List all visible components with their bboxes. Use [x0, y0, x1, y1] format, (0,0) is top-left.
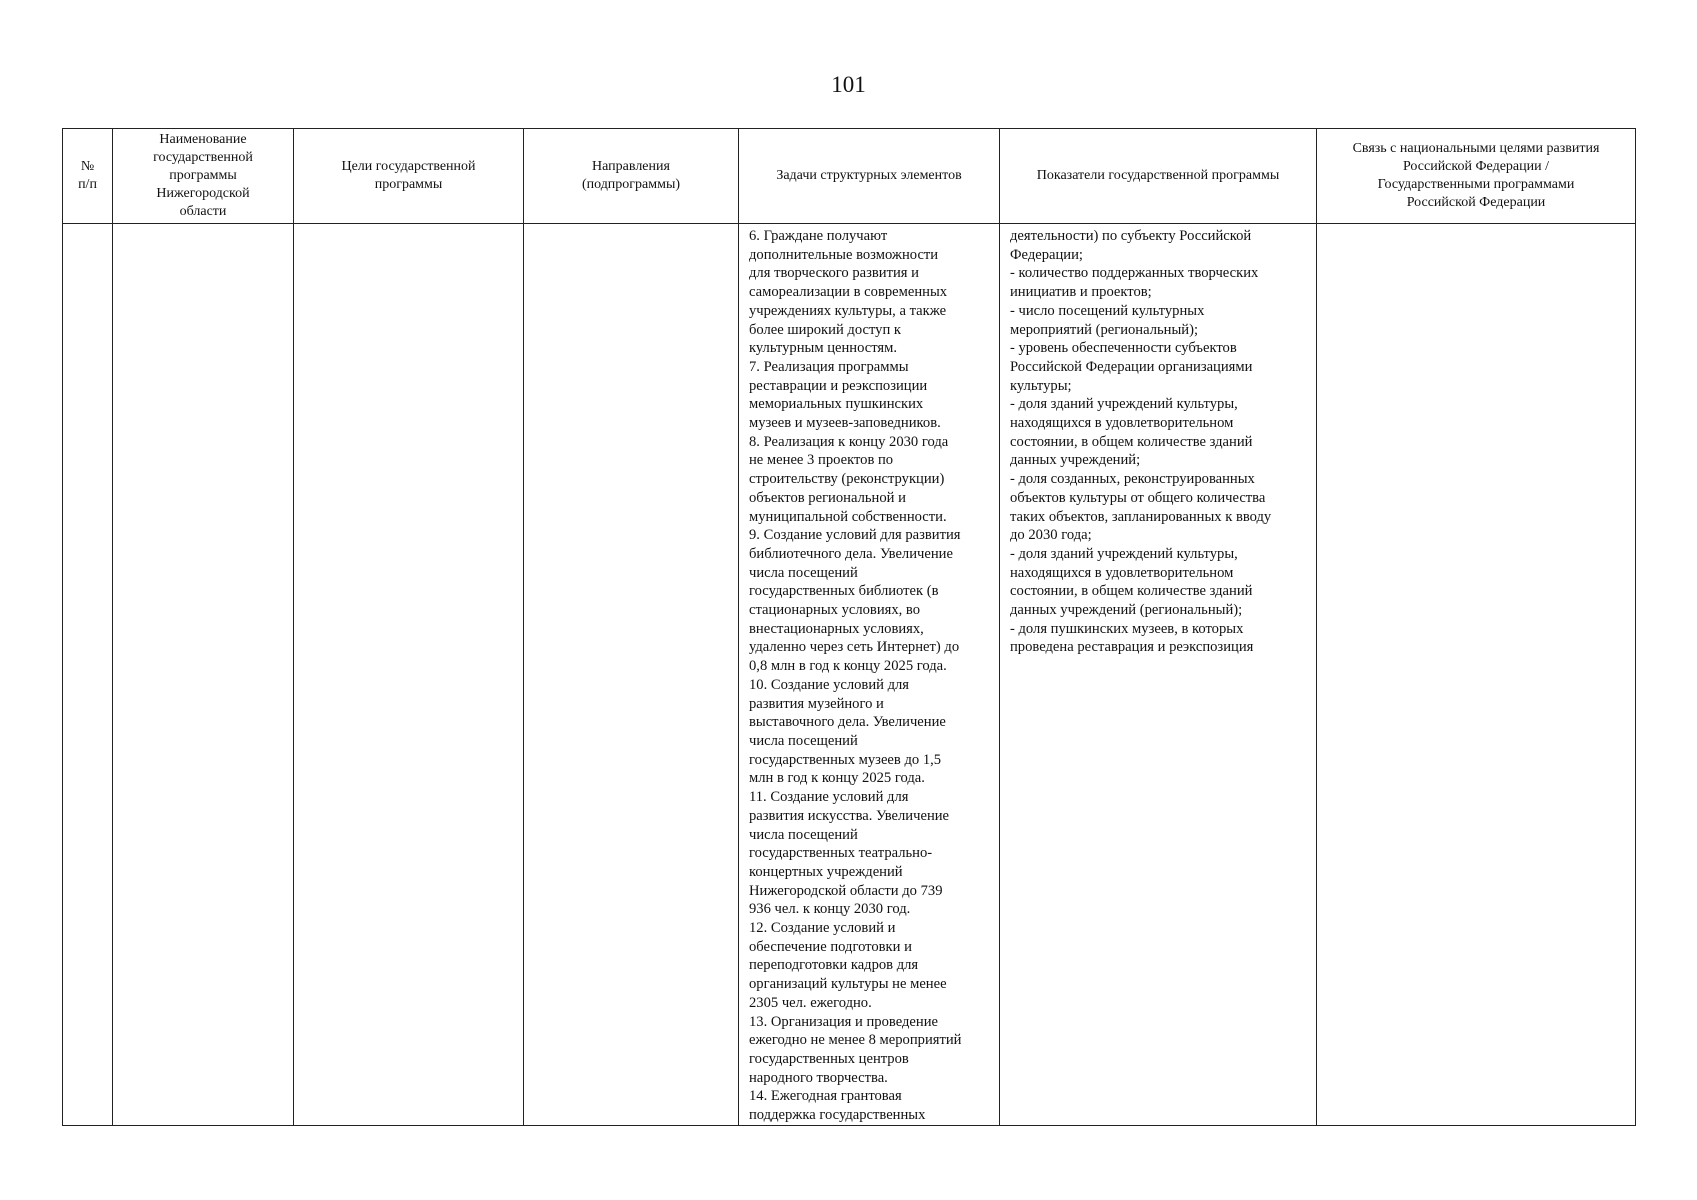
cell-number — [63, 224, 113, 1126]
cell-national-goals — [1317, 224, 1636, 1126]
page-number: 101 — [831, 72, 866, 97]
header-indicators: Показатели государственной программы — [1000, 129, 1317, 224]
header-goals: Цели государственной программы — [294, 129, 524, 224]
header-number: № п/п — [63, 129, 113, 224]
table-row — [63, 224, 1636, 1126]
cell-tasks: 6. Граждане получают дополнительные возможности для творческого развития и самореализации в современных учреждениях культуры, а также более широкий доступ к культурным ценностям. 7. Реализация программы реставрации и реэкспозиции мемориальных пушкинских музеев и музеев-заповедников. 8. Реализация к концу 2030 года не менее 3 проектов по строительству (реконструкции) объектов региональной и муниципальной собственности. 9. Создание условий для развития библиотечного дела. Увеличение числа посещений государственных библиотек (в стационарных условиях, во внестационарных условиях, удаленно через сеть Интернет) до 0,8 млн в год к концу 2025 года. 10. Создание условий для развития музейного и выставочного дела. Увеличение числа посещений государственных музеев до 1,5 млн в год к концу 2025 года. 11. Создание условий для развития искусства. Увеличение числа посещений государственных театрально- концертных учреждений Нижегородской области до 739 936 чел. к концу 2030 год. 12. Создание условий и обеспечение подготовки и переподготовки кадров для организаций культуры не менее 2305 чел. ежегодно. 13. Организация и проведение ежегодно не менее 8 мероприятий государственных центров народного творчества. 14. Ежегодная грантовая поддержка государственных — [739, 224, 1000, 1126]
table-header-row — [63, 129, 1636, 224]
cell-goals — [294, 224, 524, 1126]
cell-program-name — [113, 224, 294, 1126]
header-tasks: Задачи структурных элементов — [739, 129, 1000, 224]
cell-directions — [524, 224, 739, 1126]
cell-indicators: деятельности) по субъекту Российской Федерации; - количество поддержанных творческих инициатив и проектов; - число посещений культурных мероприятий (региональный); - уровень обеспеченности субъектов Российской Федерации организациями культуры; - доля зданий учреждений культуры, находящихся в удовлетворительном состоянии, в общем количестве зданий данных учреждений; - доля созданных, реконструированных объектов культуры от общего количества таких объектов, запланированных к вводу до 2030 года; - доля зданий учреждений культуры, находящихся в удовлетворительном состоянии, в общем количестве зданий данных учреждений (региональный); - доля пушкинских музеев, в которых проведена реставрация и реэкспозиция — [1000, 224, 1317, 1126]
program-table — [62, 128, 1636, 1126]
header-program-name: Наименование государственной программы Нижегородской области — [113, 129, 294, 224]
header-directions: Направления (подпрограммы) — [524, 129, 739, 224]
header-national-goals: Связь с национальными целями развития Российской Федерации / Государственными программами Российской Федерации — [1317, 129, 1636, 224]
